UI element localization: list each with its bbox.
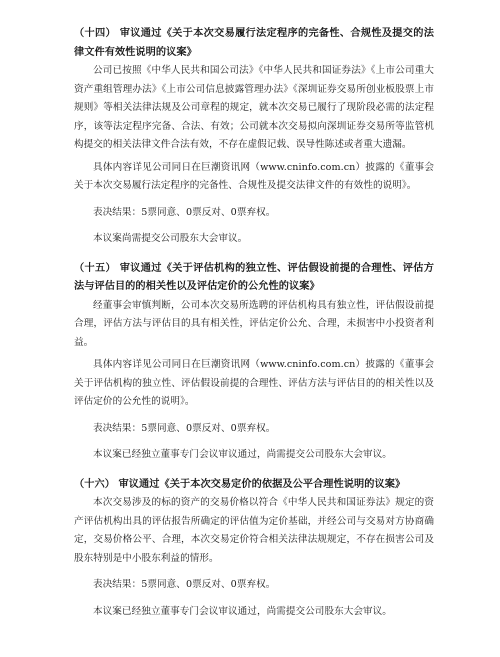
vote-result: 表决结果：5票同意、0票反对、0票弃权。: [93, 422, 276, 434]
vote-result: 表决结果：5票同意、0票反对、0票弃权。: [93, 579, 276, 590]
section-heading: （十六） 审议通过《关于本次交易定价的依据及公平合理性说明的议案》: [74, 477, 406, 490]
document-page: [74, 24, 434, 621]
paragraph: 本次交易涉及的标的资产的交易价格以符合《中华人民共和国证券法》规定的资产评估机构出具的评估报告所确定的评估值为定价基础，并经公司与交易对方协商确定，交易价格公平、合理，本次交易定价符合相关法律法规规定，不存在损害公司及股东特别是中小股东利益的情形。: [74, 497, 434, 564]
paragraph: 经董事会审慎判断，公司本次交易所选聘的评估机构具有独立性，评估假设前提合理，评估方法与评估目的具有相关性，评估定价公允、合理，未损害中小投资者利益。: [74, 299, 434, 348]
vote-result: 表决结果：5票同意、0票反对、0票弃权。: [93, 206, 276, 218]
section-14: [74, 24, 434, 249]
paragraph: 具体内容详见公司同日在巨潮资讯网（www.cninfo.com.cn）披露的《董事会关于本次交易履行法定程序的完备性、合规性及提交法律文件的有效性的说明》。: [74, 161, 434, 191]
paragraph: 公司已按照《中华人民共和国公司法》《中华人民共和国证券法》《上市公司重大资产重组管理办法》《上市公司信息披露管理办法》《深圳证券交易所创业板股票上市规则》等相关法律法规及公司章程的规定，就本次交易已履行了现阶段必需的法定程序，该等法定程序完备、合法、有效；公司就本次交易拟向深圳证券交易所等监管机构提交的相关法律文件合法有效，不存在虚假记载、误导性陈述或者重大遗漏。: [74, 65, 434, 150]
section-heading: （十四） 审议通过《关于本次交易履行法定程序的完备性、合规性及提交的法律文件有效性说明的议案》: [74, 27, 434, 58]
paragraph: 本议案已经独立董事专门会议审议通过，尚需提交公司股东大会审议。: [93, 449, 392, 460]
section-heading: （十五） 审议通过《关于评估机构的独立性、评估假设前提的合理性、评估方法与评估目的的相关性以及评估定价的公允性的议案》: [74, 261, 434, 292]
paragraph: 本议案尚需提交公司股东大会审议。: [93, 233, 248, 244]
section-16: [74, 475, 434, 622]
paragraph: 具体内容详见公司同日在巨潮资讯网（www.cninfo.com.cn）披露的《董事会关于评估机构的独立性、评估假设前提的合理性、评估方法与评估目的的相关性以及评估定价的公允性的说明》。: [74, 359, 434, 407]
paragraph: 本议案已经独立董事专门会议审议通过，尚需提交公司股东大会审议。: [93, 605, 392, 617]
section-15: [74, 259, 434, 465]
